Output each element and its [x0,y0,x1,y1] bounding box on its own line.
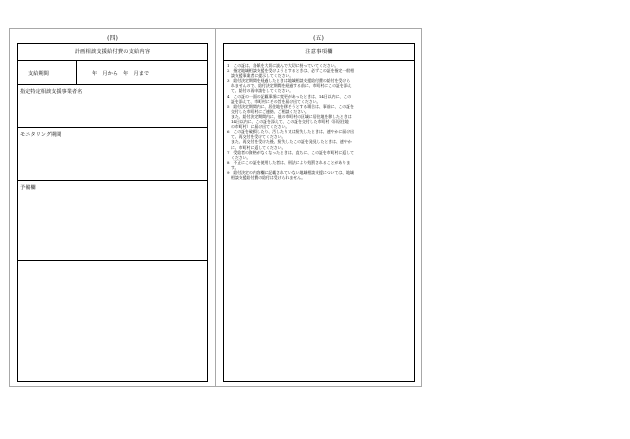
note-line: て、給付の再申請をしてください。 [231,88,294,94]
note-line: 9 給付決定の内容欄に記載されていない地域相談支援については、地域 [227,169,354,175]
benefit-content-form [17,43,208,382]
benefit-content-header-row [18,44,207,61]
note-line: 証を添えて、市町村にその旨を届け出てください。 [231,98,321,104]
note-line: 交付した市町村にご連絡、ご相談ください。 [231,108,309,114]
note-line: れませんので、給付決定期間を経過する前に、市町村にこの証を添え [231,83,352,89]
note-line: 3 給付決定期間を経過したときは地域相談支援給付費の給付を受けら [227,78,351,84]
note-line: の市町村）に届け出てください。 [231,124,290,130]
notes-header: 注意事項欄 [224,44,414,61]
blank-row [18,261,207,381]
payment-period-row [18,61,207,85]
provider-label: 指定特定相談支援事業者名 [20,89,83,95]
document-sheet [9,28,422,387]
note-line: 14日以内に、この証を添えて、この証を交付した市町村（旧居住地 [231,119,349,125]
monitoring-label: モニタリング期間 [20,132,62,138]
note-line: て、再交付を受けてください。 [231,134,286,140]
note-line: 1 この証は、各紙を大切に読んで大切に持っていてください。 [227,63,339,68]
note-line: 7 受給者の資格がなくなったときは、直ちに、この証を市町村に返して [227,149,354,155]
note-line: 2 指定地域相談支援を受けようとするときは、必ずこの証を指定一般相 [227,68,354,74]
benefit-content-header: 計画相談支援給付費の支給内容 [74,49,151,55]
right-panel-number: (五) [313,35,324,42]
payment-period-value: 年 月から 年 月まで [92,71,150,77]
note-line: 相談支援給付費の給付は受けられません。 [231,175,306,181]
note-line: 6 この証を破損したり、汚したり又は紛失したときは、速やかに届け出 [227,129,354,135]
note-line: す。 [231,164,239,170]
note-line: また、再交付を受けた後、紛失したこの証を発見したときは、速やか [231,139,352,145]
monitoring-row [18,128,207,181]
note-line: また、給付決定期間内に、他の市町村の区域に居住地を移したときは [231,113,352,119]
note-line: に、市町村に返してください。 [231,144,286,150]
note-line: 5 給付決定期間内に、居住地を移そうとする場合は、事前に、この証を [227,103,354,109]
reserve-row [18,181,207,261]
panel-divider [215,29,216,386]
note-line: 8 不正にこの証を使用した者は、刑法により処罰されることがありま [227,159,351,165]
payment-period-label: 支給期間 [28,71,49,77]
reserve-label: 予備欄 [20,185,36,191]
left-panel-number: (四) [107,35,118,42]
notes-form [223,43,415,382]
note-line: 談支援事業者に提示してください。 [231,73,294,79]
payment-period-divider [76,61,77,84]
note-line: ください。 [231,154,251,160]
notes-list [227,63,411,180]
provider-row [18,85,207,128]
note-line: 4 この証の一面の記載事項に変更があったときは、14日以内に、この [227,93,352,99]
